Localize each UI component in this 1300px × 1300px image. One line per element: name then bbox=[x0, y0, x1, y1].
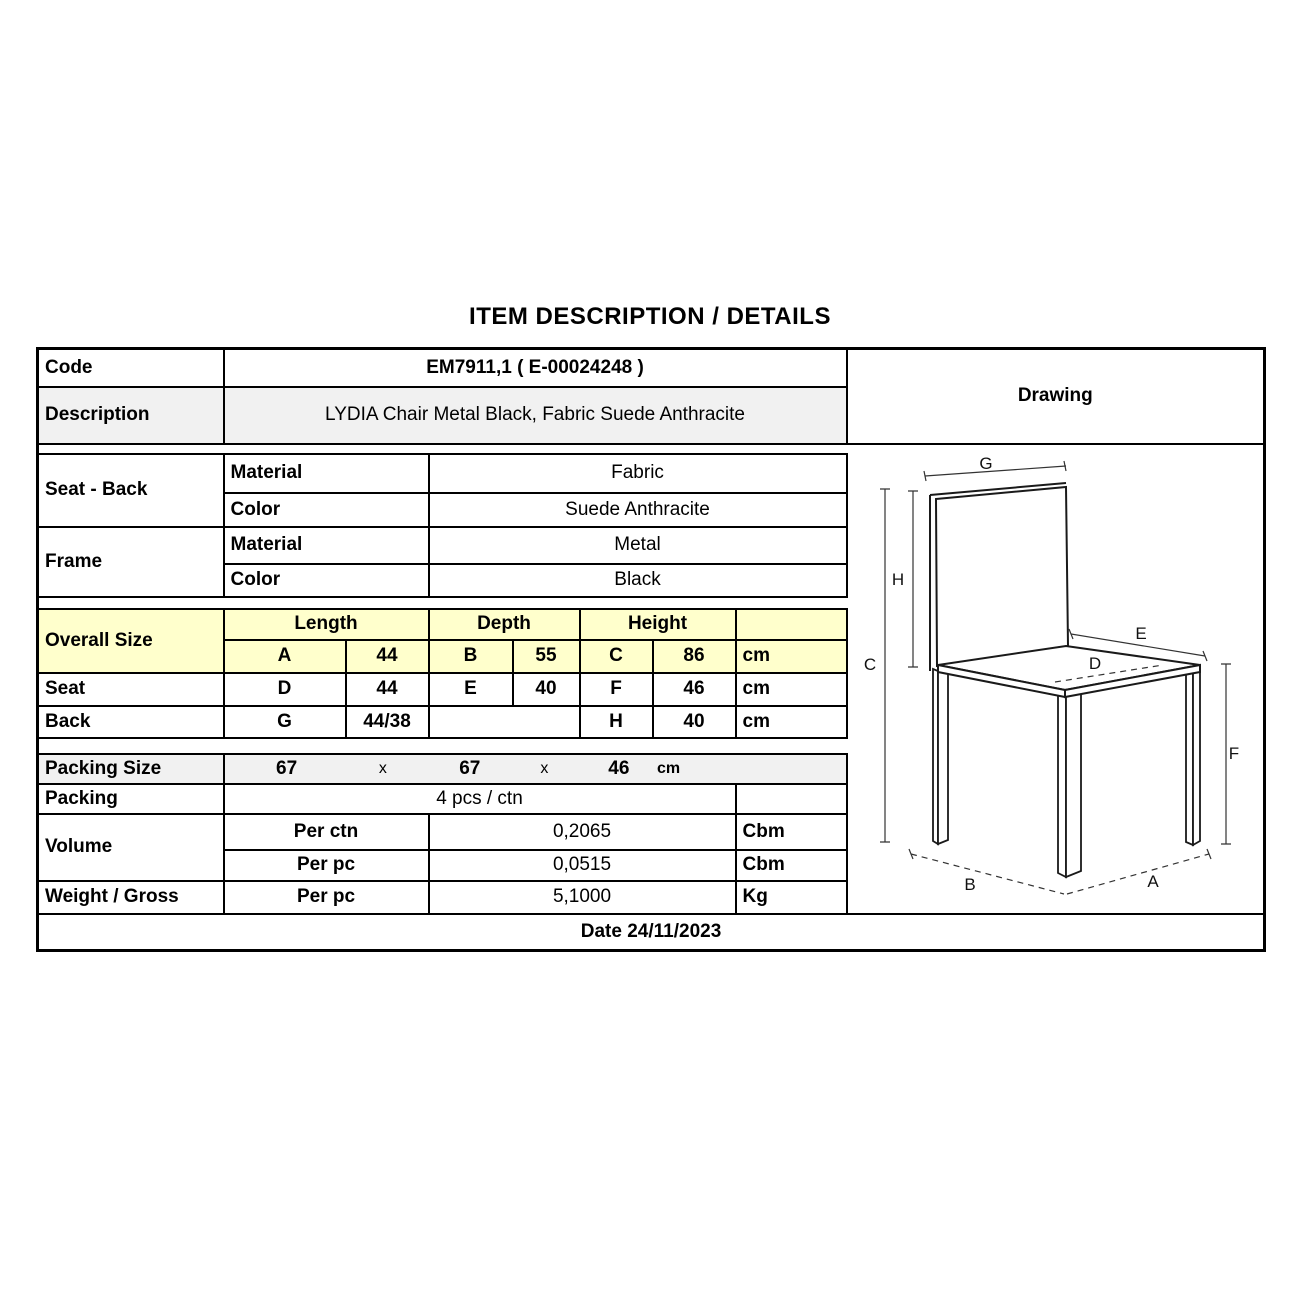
frame-material-label: Material bbox=[224, 527, 429, 564]
packing-size-unit: cm bbox=[656, 759, 681, 777]
dim-line-a bbox=[1067, 854, 1209, 894]
overall-c-key: C bbox=[580, 640, 653, 673]
separator-cell bbox=[38, 597, 847, 609]
frame-material-value: Metal bbox=[429, 527, 847, 564]
seat-f-value: 46 bbox=[653, 673, 736, 706]
overall-unit: cm bbox=[736, 640, 847, 673]
overall-size-label: Overall Size bbox=[38, 609, 224, 673]
seat-e-key: E bbox=[429, 673, 513, 706]
empty-cell bbox=[736, 609, 847, 640]
empty-cell bbox=[429, 706, 580, 738]
dim-label-c: C bbox=[863, 654, 876, 674]
seatback-color-value: Suede Anthracite bbox=[429, 493, 847, 527]
weight-label: Weight / Gross bbox=[38, 881, 224, 914]
length-header: Length bbox=[224, 609, 429, 640]
chair-legs bbox=[933, 667, 1200, 877]
overall-a-key: A bbox=[224, 640, 346, 673]
dim-label-b: B bbox=[963, 874, 976, 894]
back-label: Back bbox=[38, 706, 224, 738]
packing-size-v2: 67 bbox=[459, 757, 481, 779]
weight-unit: Kg bbox=[736, 881, 847, 914]
code-label: Code bbox=[38, 349, 224, 387]
packing-size-v1: 67 bbox=[276, 757, 298, 779]
code-value: EM7911,1 ( E-00024248 ) bbox=[224, 349, 847, 387]
seat-d-key: D bbox=[224, 673, 346, 706]
volume-pc-unit: Cbm bbox=[736, 850, 847, 881]
packing-size-x1: x bbox=[378, 759, 387, 777]
dim-line-b bbox=[911, 854, 1064, 894]
packing-size-value bbox=[224, 754, 847, 784]
volume-ctn-unit: Cbm bbox=[736, 814, 847, 850]
description-label: Description bbox=[38, 387, 224, 444]
frame-color-label: Color bbox=[224, 564, 429, 597]
seat-label: Seat bbox=[38, 673, 224, 706]
date-value: Date 24/11/2023 bbox=[38, 914, 1265, 951]
volume-label: Volume bbox=[38, 814, 224, 881]
dim-label-g: G bbox=[978, 453, 993, 473]
overall-a-value: 44 bbox=[346, 640, 429, 673]
dim-label-a: A bbox=[1146, 871, 1159, 891]
seatback-material-label: Material bbox=[224, 454, 429, 493]
seat-e-value: 40 bbox=[513, 673, 580, 706]
row-date bbox=[38, 914, 1265, 951]
overall-c-value: 86 bbox=[653, 640, 736, 673]
volume-pc-key: Per pc bbox=[224, 850, 429, 881]
seatback-color-label: Color bbox=[224, 493, 429, 527]
packing-size-v3: 46 bbox=[608, 757, 630, 779]
chair-drawing bbox=[848, 445, 1262, 907]
back-h-key: H bbox=[580, 706, 653, 738]
overall-b-value: 55 bbox=[513, 640, 580, 673]
depth-header: Depth bbox=[429, 609, 580, 640]
seat-unit: cm bbox=[736, 673, 847, 706]
volume-ctn-value: 0,2065 bbox=[429, 814, 736, 850]
packing-label: Packing bbox=[38, 784, 224, 814]
back-g-key: G bbox=[224, 706, 346, 738]
volume-ctn-key: Per ctn bbox=[224, 814, 429, 850]
frame-label: Frame bbox=[38, 527, 224, 597]
weight-key: Per pc bbox=[224, 881, 429, 914]
overall-b-key: B bbox=[429, 640, 513, 673]
volume-pc-value: 0,0515 bbox=[429, 850, 736, 881]
weight-value: 5,1000 bbox=[429, 881, 736, 914]
separator-cell bbox=[38, 444, 847, 454]
drawing-cell bbox=[847, 444, 1265, 914]
row-code bbox=[38, 349, 1265, 387]
back-h-value: 40 bbox=[653, 706, 736, 738]
chair-backrest bbox=[930, 483, 1068, 671]
description-value: LYDIA Chair Metal Black, Fabric Suede Anthracite bbox=[224, 387, 847, 444]
seat-f-key: F bbox=[580, 673, 653, 706]
height-header: Height bbox=[580, 609, 736, 640]
dim-label-d: D bbox=[1088, 653, 1101, 673]
dim-label-e: E bbox=[1134, 623, 1147, 643]
spec-table bbox=[36, 347, 1266, 952]
seatback-label: Seat - Back bbox=[38, 454, 224, 527]
packing-value: 4 pcs / ctn bbox=[224, 784, 736, 814]
packing-size-x2: x bbox=[540, 759, 549, 777]
packing-size-label: Packing Size bbox=[38, 754, 224, 784]
separator-cell bbox=[38, 738, 847, 754]
back-unit: cm bbox=[736, 706, 847, 738]
empty-cell bbox=[736, 784, 847, 814]
seatback-material-value: Fabric bbox=[429, 454, 847, 493]
back-g-value: 44/38 bbox=[346, 706, 429, 738]
separator-row bbox=[38, 444, 1265, 454]
frame-color-value: Black bbox=[429, 564, 847, 597]
dim-line-g bbox=[925, 466, 1066, 476]
dim-label-f: F bbox=[1228, 743, 1239, 763]
dim-label-h: H bbox=[891, 569, 904, 589]
page-title: ITEM DESCRIPTION / DETAILS bbox=[469, 303, 831, 330]
drawing-header: Drawing bbox=[847, 349, 1265, 444]
seat-d-value: 44 bbox=[346, 673, 429, 706]
